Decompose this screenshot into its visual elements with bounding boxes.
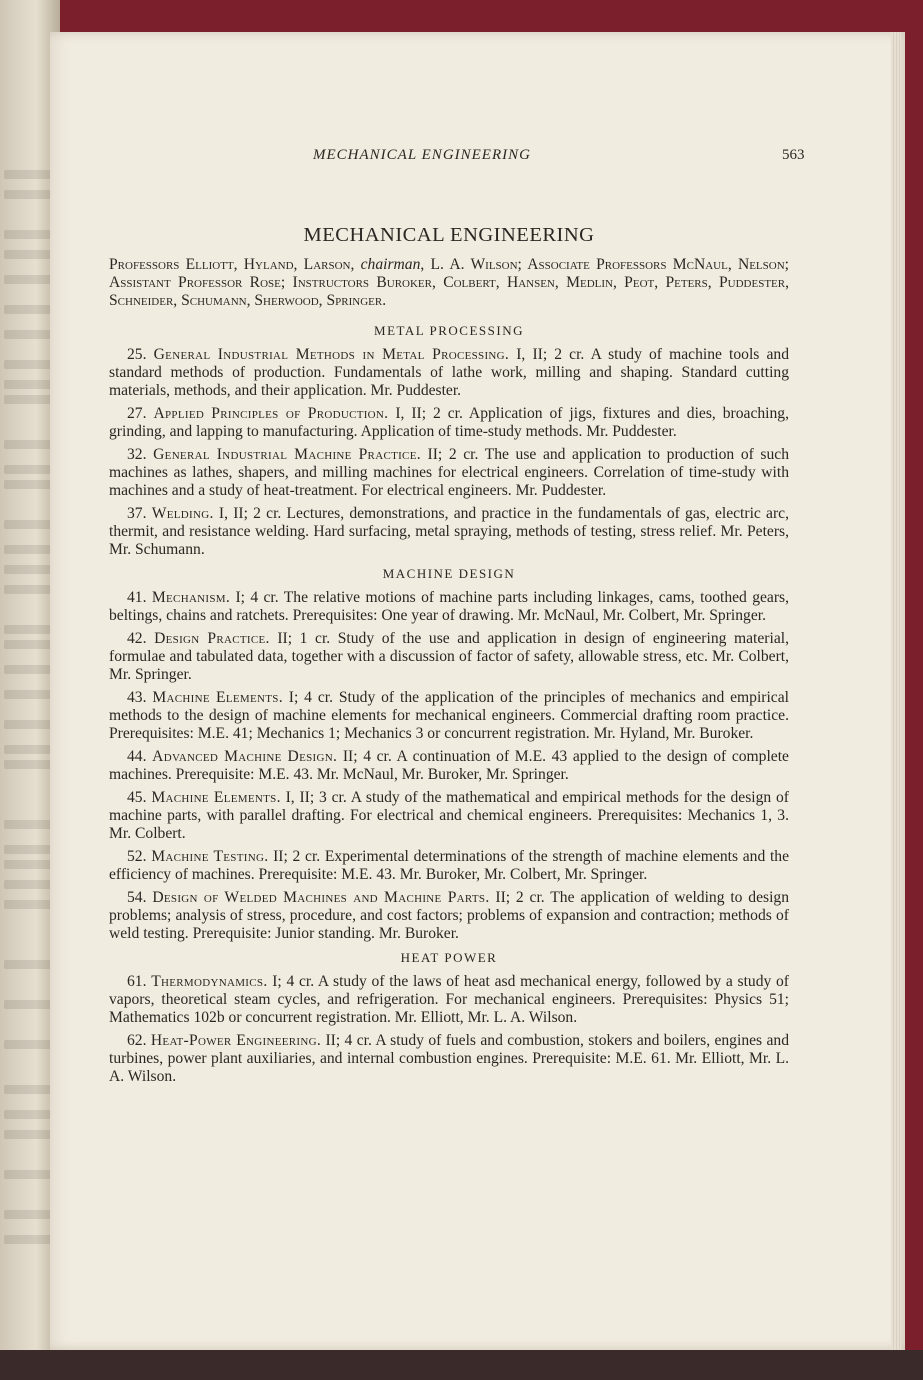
course-description: I; 4 cr. The relative motions of machine parts including linkages, cams, toothed gears, beltings, chains and ratchets. Prerequisites: One year of drawing. Mr. McNaul, Mr. Colbert, Mr. Springer. bbox=[109, 589, 790, 624]
page-content bbox=[109, 142, 789, 1091]
course-title: Machine Testing. bbox=[151, 848, 269, 865]
course-description: II; 2 cr. The application of welding to design problems; analysis of stress, procedure, and cost factors; problems of expansion and contraction; methods of weld testing. Prerequisite: Junior standing. Mr. Buroker. bbox=[109, 889, 790, 942]
course-entry bbox=[109, 505, 789, 559]
course-description: I, II; 2 cr. Lectures, demonstrations, and practice in the fundamentals of gas, electric arc, thermit, and resistance welding. Hard surfacing, metal spraying, methods of testing, stress relief. Mr. Peters, Mr. Schumann. bbox=[109, 505, 789, 558]
course-number: 42. bbox=[127, 630, 147, 647]
section-heading-metal-processing: METAL PROCESSING bbox=[374, 323, 524, 338]
course-number: 32. bbox=[127, 446, 147, 463]
course-entry bbox=[109, 789, 789, 843]
course-description: II; 1 cr. Study of the use and application in design of engineering material, formulae and tabulated data, together with a discussion of factor of safety, allowable stress, etc. Mr. Colbert, Mr. Springer. bbox=[109, 630, 789, 683]
course-entry bbox=[109, 405, 789, 441]
course-number: 37. bbox=[127, 505, 147, 522]
course-description: II; 2 cr. The use and application to production of such machines as lathes, shapers, and milling machines for electrical engineers. Correlation of time-study with machines and a study of heat-treatment. For electrical engineers. Mr. Puddester. bbox=[109, 446, 789, 499]
course-description: II; 2 cr. Experimental determinations of the strength of machine elements and the efficiency of machines. Prerequisite: M.E. 43. Mr. Buroker, Mr. Colbert, Mr. Springer. bbox=[109, 848, 789, 883]
course-title: Design of Welded Machines and Machine Parts. bbox=[152, 889, 490, 906]
course-description: I; 4 cr. Study of the application of the principles of mechanics and empirical methods to the design of machine elements for mechanical engineers. Commercial drafting room practice. Prerequisites: M.E. 41; Mechanics 1; Mechanics 3 or concurrent registration. Mr. Hyland, Mr. Buroker. bbox=[109, 689, 789, 742]
course-entry bbox=[109, 1032, 789, 1086]
section-heading-heat-power: HEAT POWER bbox=[400, 950, 498, 965]
course-number: 54. bbox=[127, 889, 147, 906]
course-number: 61. bbox=[127, 973, 147, 990]
course-title: General Industrial Machine Practice. bbox=[153, 446, 421, 463]
course-number: 43. bbox=[127, 689, 147, 706]
course-number: 25. bbox=[127, 346, 147, 363]
course-title: Welding. bbox=[151, 505, 214, 522]
course-title: Mechanism. bbox=[151, 589, 231, 606]
course-entry bbox=[109, 446, 789, 500]
faculty-list bbox=[109, 256, 789, 310]
course-entry bbox=[109, 848, 789, 884]
course-description: II; 4 cr. A continuation of M.E. 43 applied to the design of complete machines. Prerequisite: M.E. 43. Mr. McNaul, Mr. Buroker, Mr. Springer. bbox=[109, 748, 789, 783]
course-title: Thermodynamics. bbox=[151, 973, 268, 990]
book-page bbox=[50, 32, 905, 1350]
section-heading-machine-design: MACHINE DESIGN bbox=[382, 566, 516, 581]
course-title: General Industrial Methods in Metal Processing. bbox=[153, 346, 510, 363]
course-title: Advanced Machine Design. bbox=[152, 748, 338, 765]
course-number: 45. bbox=[127, 789, 147, 806]
course-number: 62. bbox=[127, 1032, 147, 1049]
course-title: Applied Principles of Production. bbox=[153, 405, 389, 422]
faculty-chairman: chairman bbox=[360, 256, 421, 273]
course-entry bbox=[109, 630, 789, 684]
course-description: I, II; 3 cr. A study of the mathematical and empirical methods for the design of machine parts, with parallel drafting. For electrical and chemical engineers. Prerequisites: Mechanics 1, 3. Mr. Colbert. bbox=[109, 789, 789, 842]
course-title: Heat-Power Engineering. bbox=[150, 1032, 322, 1049]
course-title: Design Practice. bbox=[154, 630, 270, 647]
course-entry bbox=[109, 346, 789, 400]
course-entry bbox=[109, 689, 789, 743]
course-description: II; 4 cr. A study of fuels and combustion, stokers and boilers, engines and turbines, power plant auxiliaries, and internal combustion engines. Prerequisite: M.E. 61. Mr. Elliott, Mr. L. A. Wilson. bbox=[109, 1032, 789, 1085]
course-description: I, II; 2 cr. Application of jigs, fixtures and dies, broaching, grinding, and lapping to manufacturing. Application of time-study methods. Mr. Puddester. bbox=[109, 405, 789, 440]
course-number: 41. bbox=[127, 589, 147, 606]
course-entry bbox=[109, 889, 789, 943]
course-entry bbox=[109, 589, 789, 625]
course-title: Machine Elements. bbox=[152, 689, 283, 706]
course-number: 27. bbox=[127, 405, 147, 422]
course-number: 44. bbox=[127, 748, 147, 765]
page-number: 563 bbox=[782, 147, 805, 163]
faculty-lead: Professors Elliott, Hyland, Larson, bbox=[109, 256, 361, 273]
course-entry bbox=[109, 748, 789, 784]
running-head: MECHANICAL ENGINEERING bbox=[313, 147, 531, 163]
department-title: MECHANICAL ENGINEERING bbox=[303, 224, 595, 246]
course-title: Machine Elements. bbox=[151, 789, 281, 806]
course-entry bbox=[109, 973, 789, 1027]
binding-shadow bbox=[0, 1350, 923, 1380]
course-description: I; 4 cr. A study of the laws of heat asd mechanical energy, followed by a study of vapors, theoretical steam cycles, and refrigeration. For mechanical engineers. Prerequisites: Physics 51; Mathematics 102b or concurrent registration. Mr. Elliott, Mr. L. A. Wilson. bbox=[109, 973, 789, 1026]
faculty-rest: , L. A. Wilson; Associate Professors McNaul, Nelson; Assistant Professor Rose; Instructors Buroker, Colbert, Hansen, Medlin, Peot, Peters, Puddester, Schneider, Schumann, Sherwood, Springer. bbox=[109, 256, 789, 309]
course-description: I, II; 2 cr. A study of machine tools and standard methods of production. Fundamentals of lathe work, milling and shaping. Standard cutting materials, methods, and their application. Mr. Puddester. bbox=[109, 346, 790, 399]
course-number: 52. bbox=[127, 848, 147, 865]
